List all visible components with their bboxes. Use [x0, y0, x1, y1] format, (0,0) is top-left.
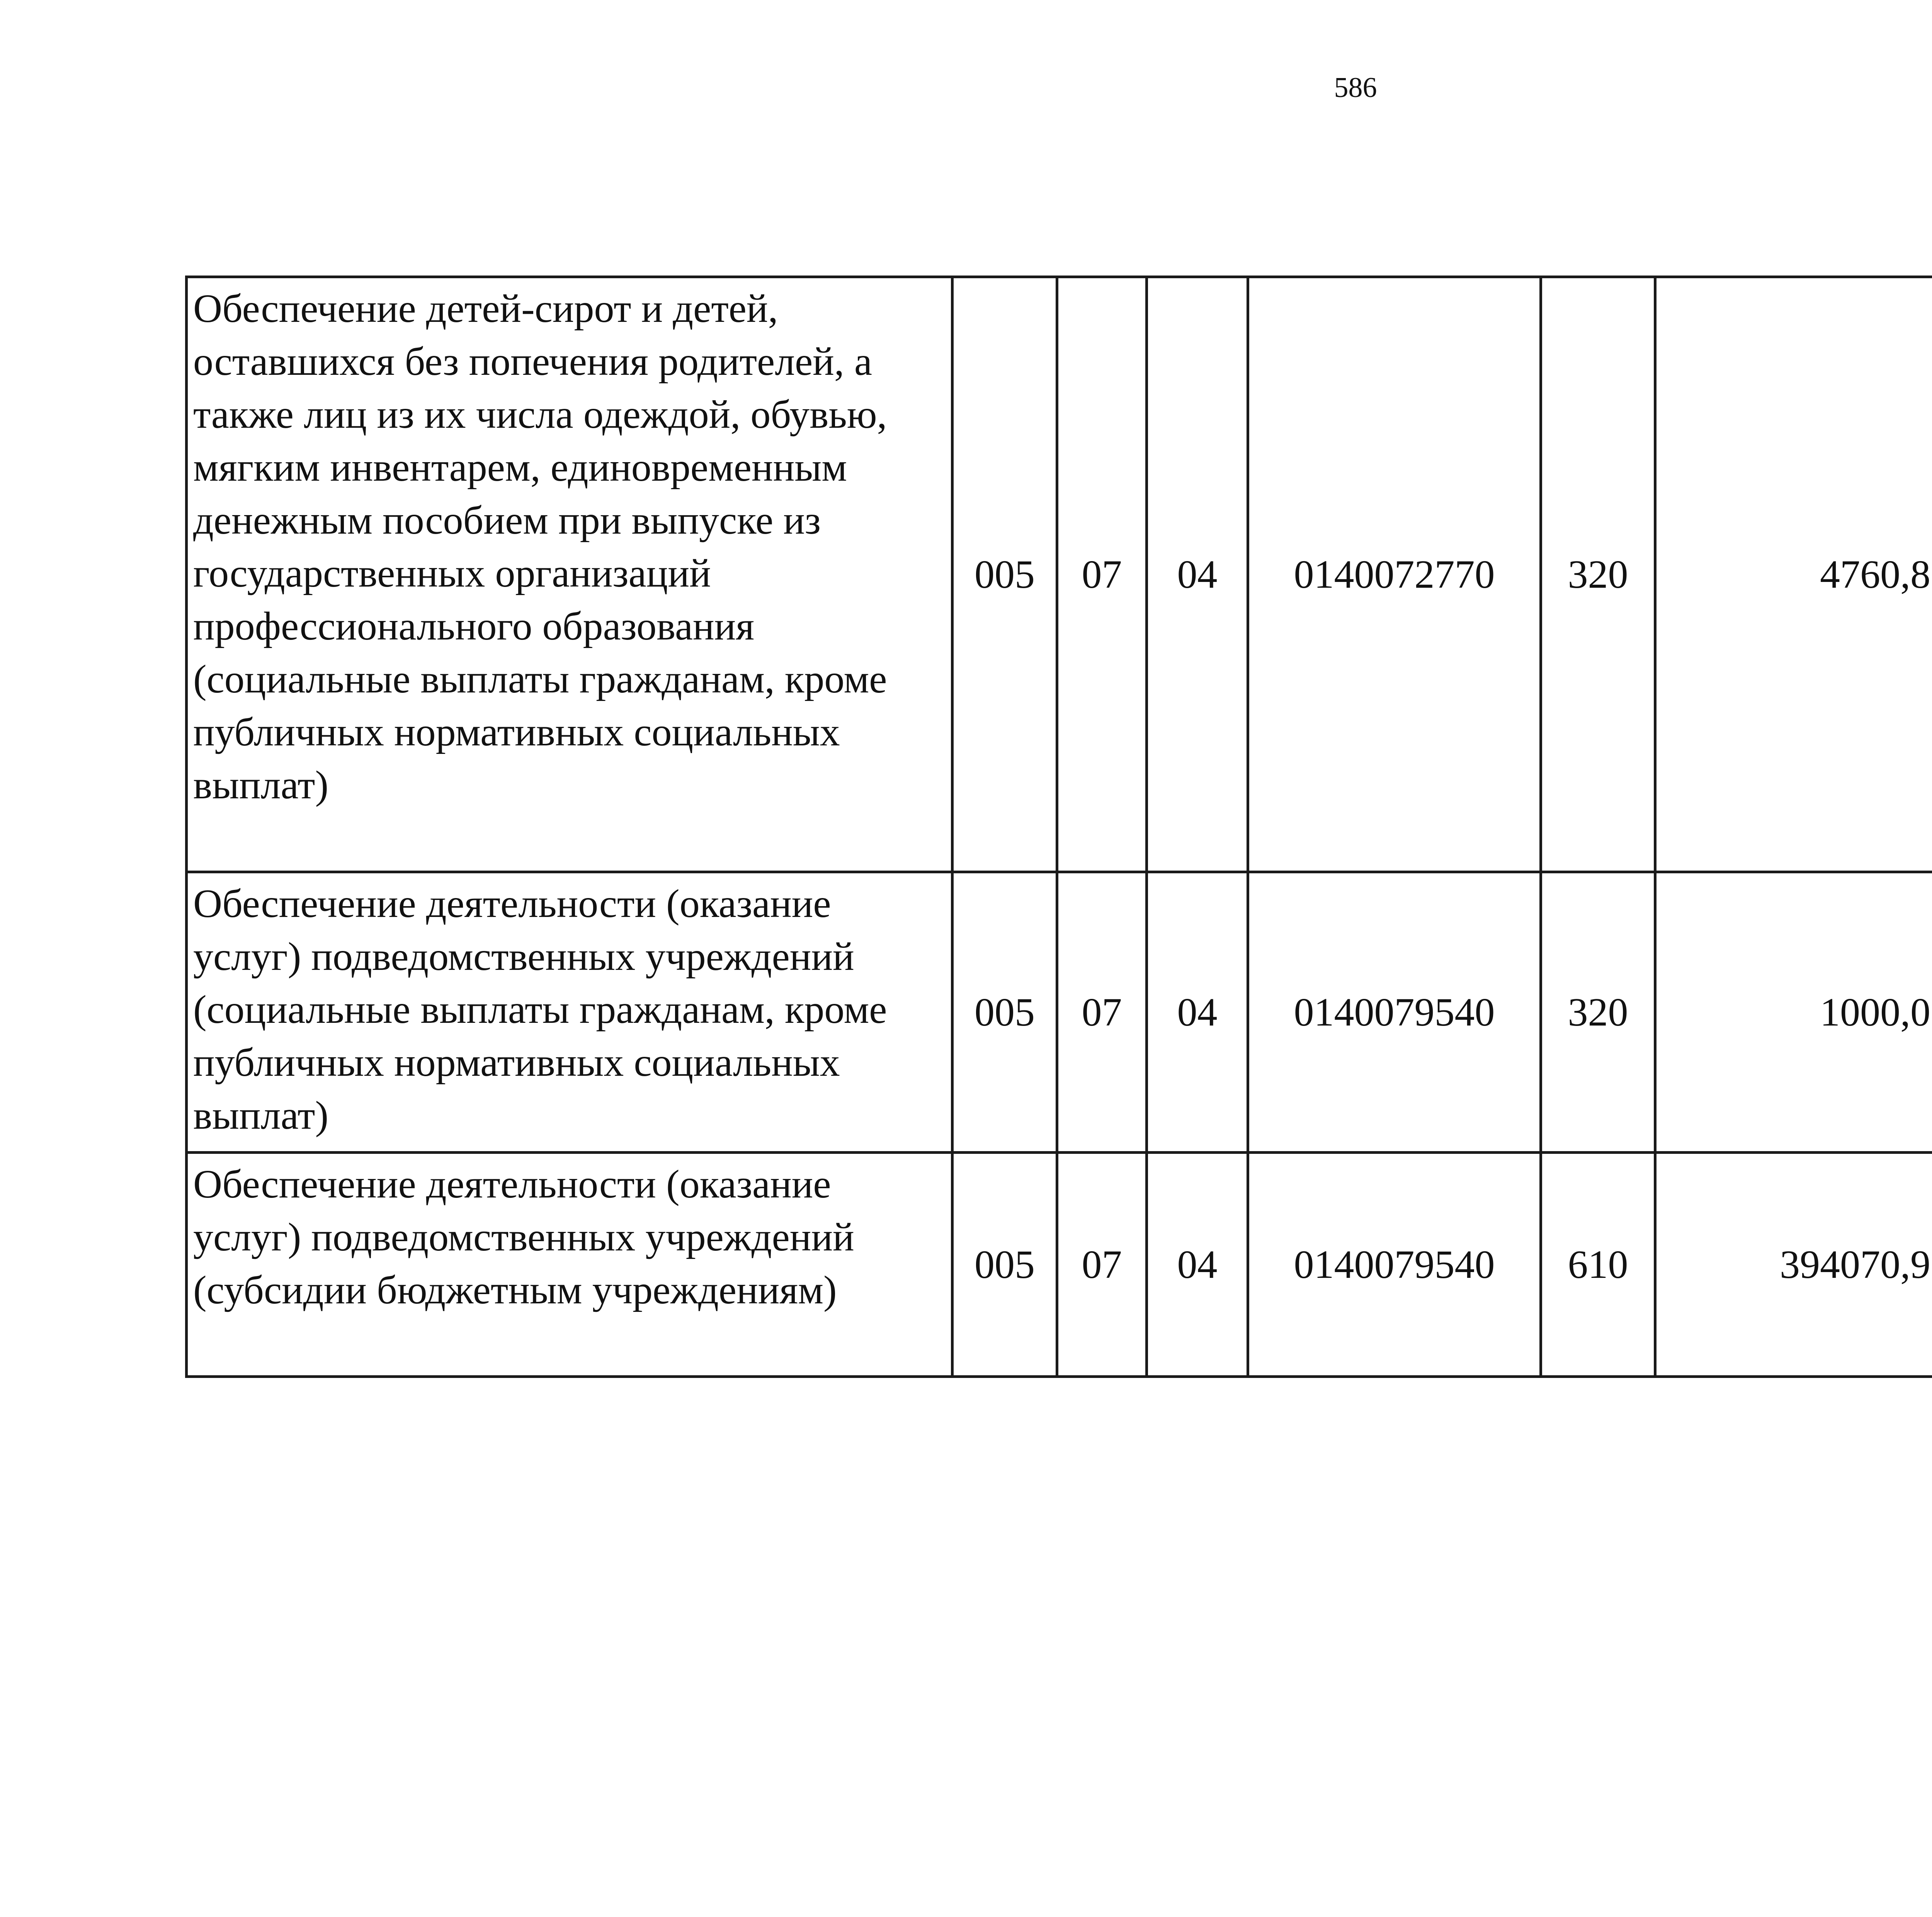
expense-type-cell: 610 — [1541, 1153, 1655, 1377]
row-description: Обеспечение деятельности (оказание услуг) подведомственных учреждений (социальные выплаты гражданам, кроме публичных нормативных социальных выплат) — [187, 872, 952, 1153]
subsection-code-cell: 04 — [1147, 872, 1248, 1153]
ministry-code-cell: 005 — [952, 872, 1057, 1153]
target-article-cell: 0140079540 — [1248, 872, 1541, 1153]
table-row — [187, 1153, 1932, 1377]
target-article-cell: 0140072770 — [1248, 277, 1541, 872]
budget-table — [185, 276, 1932, 1378]
expense-type-cell: 320 — [1541, 872, 1655, 1153]
subsection-code-cell: 04 — [1147, 277, 1248, 872]
target-article-cell: 0140079540 — [1248, 1153, 1541, 1377]
row-description: Обеспечение деятельности (оказание услуг) подведомственных учреждений (субсидии бюджетным учреждениям) — [187, 1153, 952, 1377]
section-code-cell: 07 — [1057, 277, 1147, 872]
page-number: 586 — [1334, 72, 1377, 104]
table-row — [187, 872, 1932, 1153]
amount-1-cell: 394070,9 — [1655, 1153, 1932, 1377]
amount-1-cell: 1000,0 — [1655, 872, 1932, 1153]
expense-type-cell: 320 — [1541, 277, 1655, 872]
table-row — [187, 277, 1932, 872]
subsection-code-cell: 04 — [1147, 1153, 1248, 1377]
section-code-cell: 07 — [1057, 872, 1147, 1153]
amount-1-cell: 4760,8 — [1655, 277, 1932, 872]
section-code-cell: 07 — [1057, 1153, 1147, 1377]
ministry-code-cell: 005 — [952, 1153, 1057, 1377]
ministry-code-cell: 005 — [952, 277, 1057, 872]
row-description: Обеспечение детей-сирот и детей, оставшихся без попечения родителей, а также лиц из их числа одеждой, обувью, мягким инвентарем, единовременным денежным пособием при выпуске из государственных организаций профессионального образования (социальные выплаты гражданам, кроме публичных нормативных социальных выплат) — [187, 277, 952, 872]
